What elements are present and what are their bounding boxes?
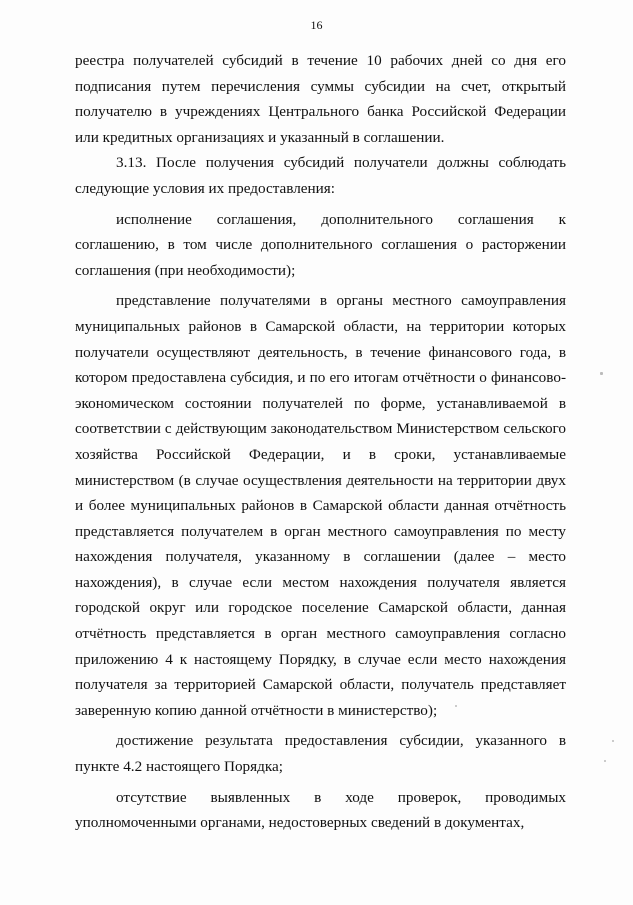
scan-speck (604, 760, 606, 762)
paragraph: достижение результата предоставления субсидии, указанного в пункте 4.2 настоящего Порядка; (75, 732, 566, 776)
scan-speck (455, 705, 457, 707)
scan-speck (600, 372, 603, 375)
scan-speck (612, 740, 614, 742)
paragraph: отсутствие выявленных в ходе проверок, проводимых уполномоченными органами, недостоверных сведений в документах, (75, 788, 566, 832)
paragraph: реестра получателей субсидий в течение 10 рабочих дней со дня его подписания путем перечисления суммы субсидии на счет, открытый получателю в учреждениях Центрального банка Российской Федерации или кредитных организациях и указанный в соглашении. (75, 52, 566, 146)
page-number: 16 (310, 18, 323, 32)
paragraph: 3.13. После получения субсидий получатели должны соблюдать следующие условия их предоставления: (75, 154, 566, 197)
paragraph: представление получателями в органы местного самоуправления муниципальных районов в Самарской области, на территории которых получатели осуществляют деятельность, в течение финансового года, в котором предоставлена субсидия, и по его итогам отчётности о финансово-экономическом состоянии получателей по форме, устанавливаемой в соответствии с действующим законодательством Министерством сельского хозяйства Российской Федерации, и в сроки, устанавливаемые министерством (в случае осуществления деятельности на территории двух и более муниципальных районов в Самарской области данная отчётность представляется получателем в орган местного самоуправления по месту нахождения получателя, указанному в соглашении (далее – место нахождения), в случае если местом нахождения получателя является городской округ или городское поселение Самарской области, данная отчётность представляется в орган местного самоуправления согласно приложению 4 к настоящему Порядку, в случае если место нахождения получателя за территорией Самарской области, получатель представляет заверенную копию данной отчётности в министерство); (75, 292, 566, 719)
body-text (75, 48, 566, 836)
paragraph: исполнение соглашения, дополнительного соглашения к соглашению, в том числе дополнительного соглашения о расторжении соглашения (при необходимости); (75, 210, 566, 279)
